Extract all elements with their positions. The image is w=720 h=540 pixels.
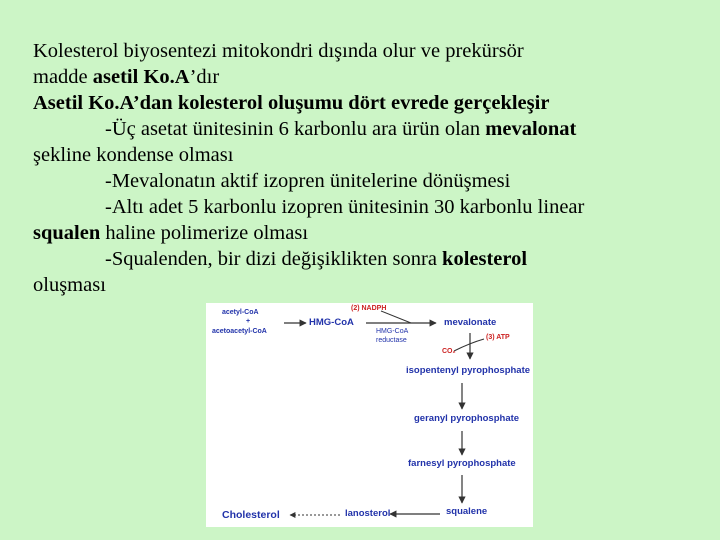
squalen-term: squalen	[33, 222, 101, 244]
cholesterol-pathway-diagram	[206, 303, 533, 527]
slide-body-text	[33, 38, 713, 298]
text-line-6: -Mevalonatın aktif izopren ünitelerine dönüşmesi	[105, 170, 511, 192]
text-line-9: -Squalenden, bir dizi değişiklikten sonra kolesterol	[105, 248, 528, 270]
label-farnesyl-pyrophosphate: farnesyl pyrophosphate	[408, 458, 516, 469]
acetyl-coa-term: asetil Ko.A	[92, 66, 190, 88]
label-acetyl-coa: acetyl-CoA	[222, 309, 259, 316]
text-line-7: -Altı adet 5 karbonlu izopren ünitesinin 30 karbonlu linear	[105, 196, 585, 218]
label-acetoacetyl-coa: acetoacetyl-CoA	[212, 328, 267, 335]
label-hmg-coa-reductase: HMG-CoA reductase	[376, 328, 409, 344]
label-isopentenyl-pyrophosphate: isopentenyl pyrophosphate	[406, 365, 531, 376]
text-line-8: squalen haline polimerize olması	[33, 222, 309, 244]
label-hmg-coa: HMG-CoA	[309, 317, 354, 328]
label-mevalonate: mevalonate	[444, 317, 497, 328]
text-line-2: madde asetil Ko.A’dır	[33, 66, 220, 88]
mevalonat-term: mevalonat	[485, 118, 577, 140]
text-line-3-heading: Asetil Ko.A’dan kolesterol oluşumu dört evrede gerçekleşir	[33, 92, 550, 114]
atp-co2-curve	[454, 339, 484, 351]
label-lanosterol: lanosterol	[345, 508, 391, 519]
label-atp: (3) ATP	[486, 334, 510, 341]
label-cholesterol: Cholesterol	[222, 509, 280, 521]
text-line-5: şekline kondense olması	[33, 144, 234, 166]
label-geranyl-pyrophosphate: geranyl pyrophosphate	[414, 413, 520, 424]
nadph-curve	[381, 311, 411, 323]
text-line-10: oluşması	[33, 274, 106, 296]
label-co2: CO₂	[442, 348, 456, 355]
text-line-1: Kolesterol biyosentezi mitokondri dışında olur ve prekürsör	[33, 40, 524, 62]
label-squalene: squalene	[446, 506, 488, 517]
label-nadph: (2) NADPH	[351, 305, 387, 312]
text-line-4: -Üç asetat ünitesinin 6 karbonlu ara ürün olan mevalonat	[105, 118, 577, 140]
label-plus: +	[246, 318, 251, 325]
kolesterol-term: kolesterol	[442, 248, 528, 270]
